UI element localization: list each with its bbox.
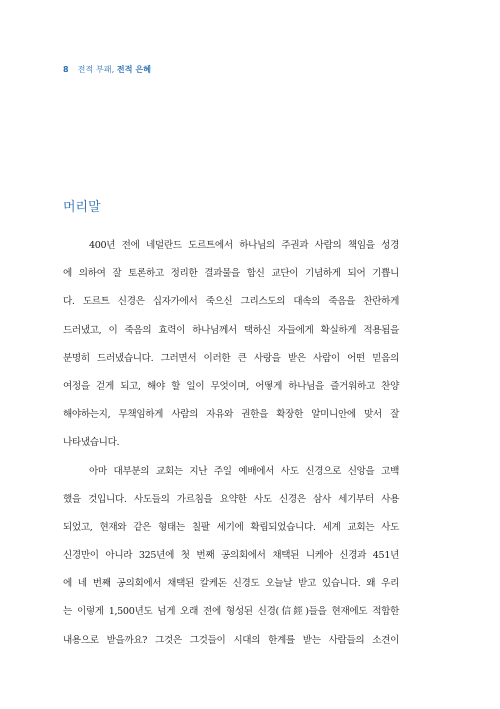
page-number: 8: [63, 65, 69, 74]
text-line: 아마 대부분의 교회는 지난 주일 예배에서 사도 신경으로 신앙을 고백: [89, 465, 399, 477]
text-line: 분명히 드러냈습니다. 그러면서 이러한 큰 사랑을 받은 사람이 어떤 믿음의: [63, 352, 399, 364]
running-title-part-a: 전적 부패,: [77, 65, 117, 74]
text-line: 드러냈고, 이 죽음의 효력이 하나님께서 택하신 자들에게 확실하게 적용됨을: [63, 324, 399, 336]
text-line: 에 의하여 잘 토론하고 정리한 결과물을 합신 교단이 기념하게 되어 기쁩니: [63, 268, 399, 280]
text-line: 400년 전에 네덜란드 도르트에서 하나님의 주권과 사람의 책임을 성경: [89, 240, 399, 251]
text-line: 여정을 걷게 되고, 해야 할 일이 무엇이며, 어떻게 하나님을 즐거워하고 찬양: [63, 380, 399, 392]
text-line: 내용으로 받을까요? 그것은 그것들이 시대의 한계를 받는 사람들의 소견이: [63, 634, 399, 646]
text-line: 되었고, 현재와 같은 형태는 칠팔 세기에 확립되었습니다. 세계 교회는 사도: [63, 521, 399, 533]
text-line: 신경만이 아니라 325년에 첫 번째 공의회에서 채택된 니케아 신경과 451년: [63, 550, 399, 562]
body-text: [63, 232, 399, 655]
text-line: 해야하는지, 무책임하게 사람의 자유와 권한을 확장한 알미니안에 맞서 잘: [63, 409, 399, 421]
text-line: 는 이렇게 1,500년도 넘게 오래 전에 형성된 신경(信經)들을 현재에도 적합한: [63, 606, 399, 618]
text-line: 했을 것입니다. 사도들의 가르침을 요약한 사도 신경은 삼사 세기부터 사용: [63, 493, 399, 505]
text-line: 나타냈습니다.: [63, 437, 120, 449]
running-title-part-b: 전적 은혜: [116, 65, 152, 74]
section-title: 머리말: [63, 200, 101, 215]
text-line: 에 네 번째 공의회에서 채택된 칼케돈 신경도 오늘날 받고 있습니다. 왜 우리: [63, 578, 399, 590]
running-header: [63, 64, 151, 75]
text-line: 다. 도르트 신경은 십자가에서 죽으신 그리스도의 대속의 죽음을 찬란하게: [63, 296, 399, 308]
